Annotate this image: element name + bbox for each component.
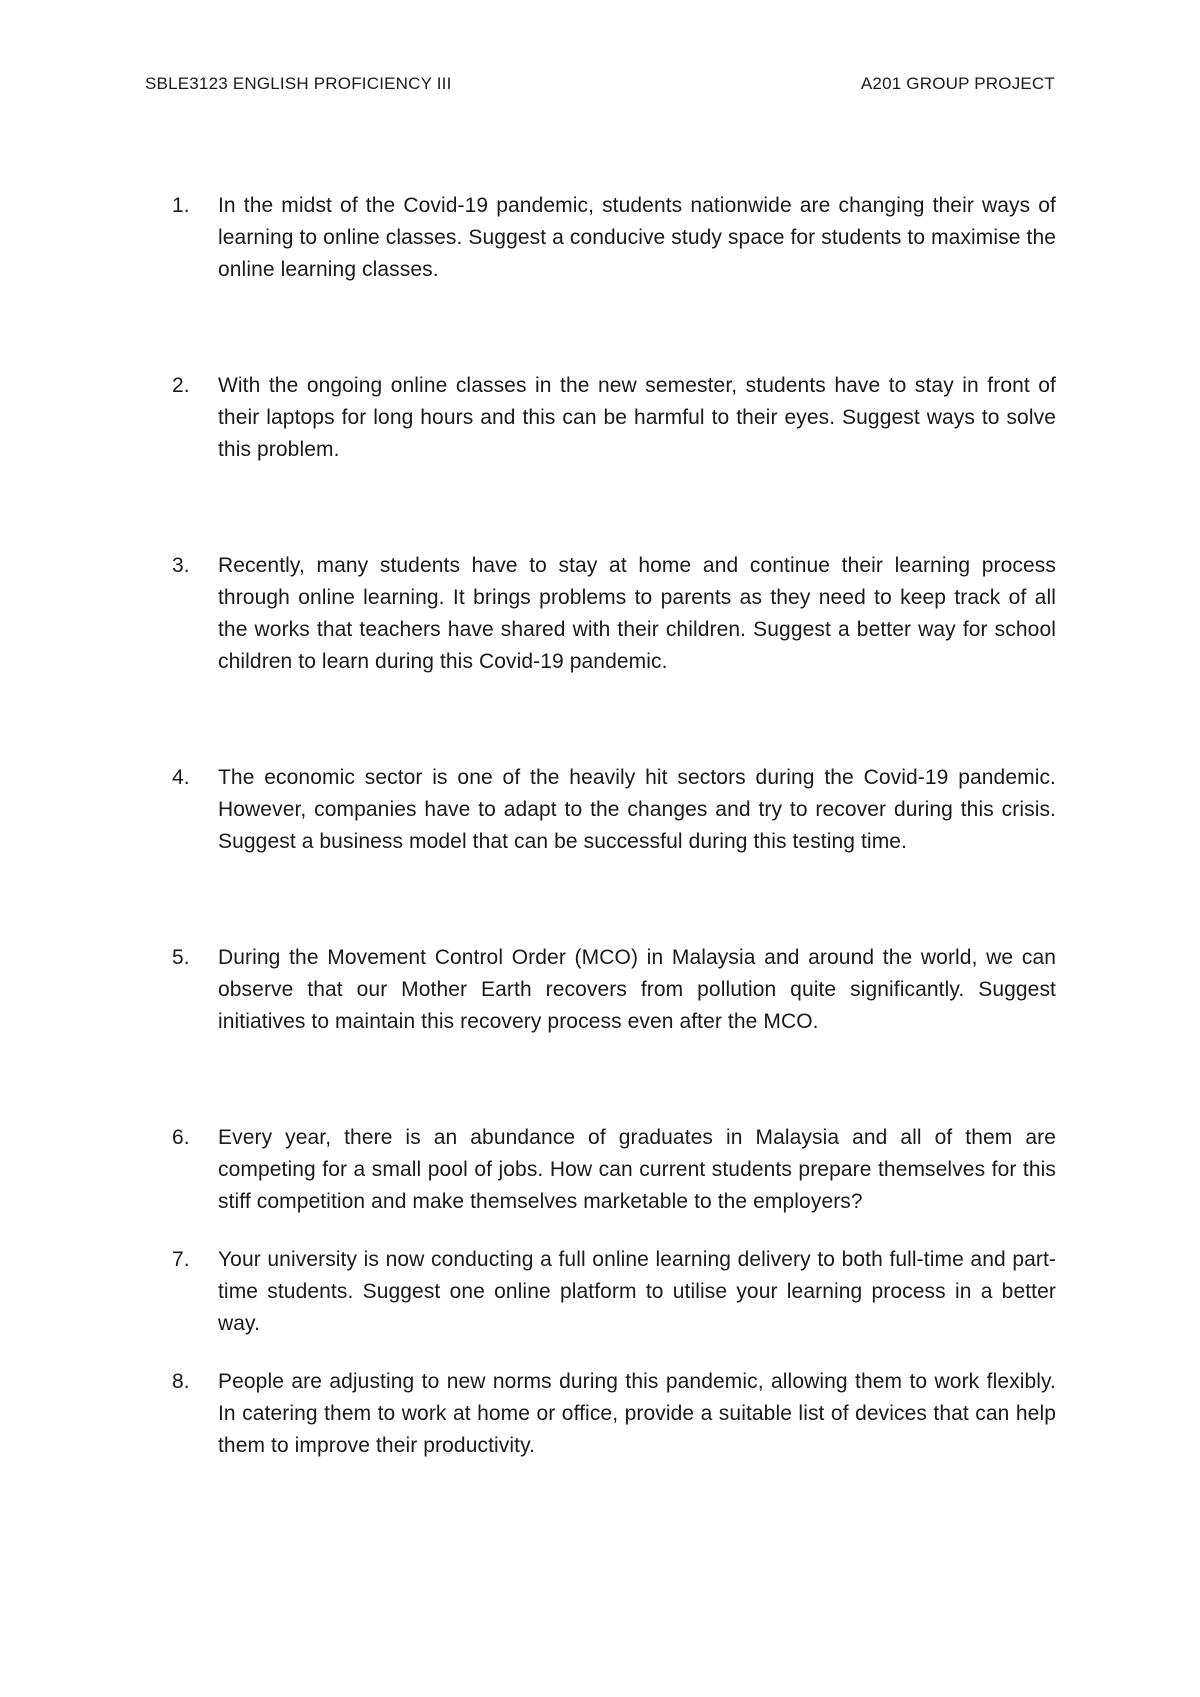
question-number: 2.: [172, 374, 190, 397]
question-list: [172, 190, 1056, 1462]
question-item-5: [172, 942, 1056, 1038]
question-item-8: [172, 1366, 1056, 1462]
question-number: 3.: [172, 554, 190, 577]
question-number: 8.: [172, 1370, 190, 1393]
question-text: The economic sector is one of the heavily hit sectors during the Covid-19 pandemic. However, companies have to adapt to the changes and try to recover during this crisis. Suggest a business model that can be successful during this testing time.: [218, 766, 1056, 853]
project-header: A201 GROUP PROJECT: [860, 74, 1055, 93]
question-text: Every year, there is an abundance of graduates in Malaysia and all of them are competing for a small pool of jobs. How can current students prepare themselves for this stiff competition and make themselves marketable to the employers?: [218, 1126, 1056, 1213]
question-number: 5.: [172, 946, 190, 969]
question-number: 6.: [172, 1126, 190, 1149]
question-item-2: [172, 370, 1056, 466]
question-text: During the Movement Control Order (MCO) in Malaysia and around the world, we can observe that our Mother Earth recovers from pollution quite significantly. Suggest initiatives to maintain this recovery process even after the MCO.: [218, 946, 1056, 1033]
course-header: SBLE3123 ENGLISH PROFICIENCY III: [145, 74, 452, 93]
question-number: 4.: [172, 766, 190, 789]
question-item-1: [172, 190, 1056, 286]
question-text: In the midst of the Covid-19 pandemic, students nationwide are changing their ways of learning to online classes. Suggest a conducive study space for students to maximise the online learning classes.: [218, 194, 1056, 281]
question-number: 7.: [172, 1248, 190, 1271]
question-text: With the ongoing online classes in the new semester, students have to stay in front of their laptops for long hours and this can be harmful to their eyes. Suggest ways to solve this problem.: [218, 374, 1056, 461]
question-item-6: [172, 1122, 1056, 1218]
question-item-7: [172, 1244, 1056, 1340]
question-number: 1.: [172, 194, 190, 217]
question-item-4: [172, 762, 1056, 858]
question-text: People are adjusting to new norms during this pandemic, allowing them to work flexibly. In catering them to work at home or office, provide a suitable list of devices that can help them to improve their productivity.: [218, 1370, 1056, 1457]
question-text: Your university is now conducting a full online learning delivery to both full-time and part-time students. Suggest one online platform to utilise your learning process in a better way.: [218, 1248, 1056, 1335]
question-item-3: [172, 550, 1056, 678]
question-text: Recently, many students have to stay at home and continue their learning process through online learning. It brings problems to parents as they need to keep track of all the works that teachers have shared with their children. Suggest a better way for school children to learn during this Covid-19 pandemic.: [218, 554, 1056, 673]
